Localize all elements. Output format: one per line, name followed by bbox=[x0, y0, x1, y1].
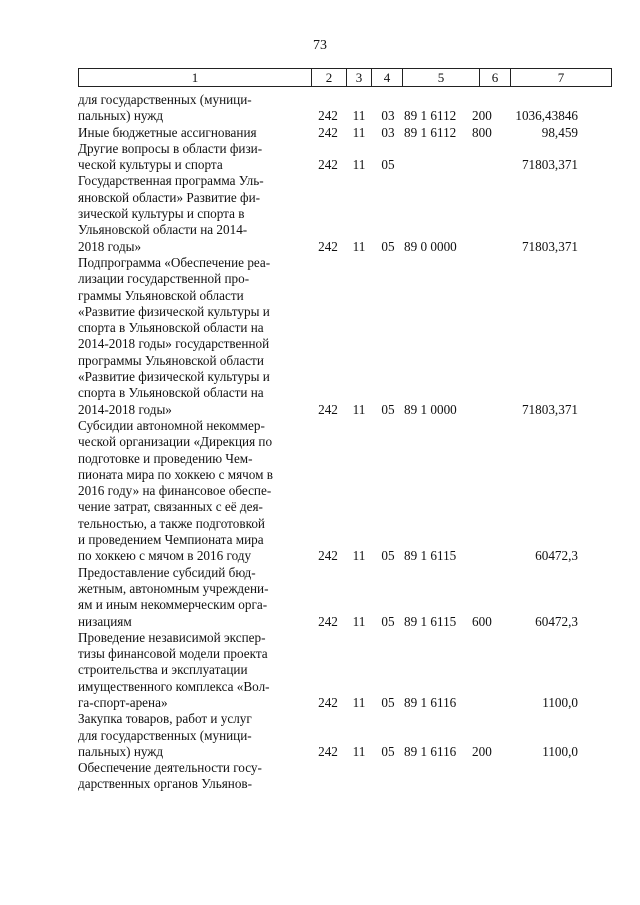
cell-c4: 05 bbox=[381, 613, 395, 629]
row-description bbox=[78, 418, 310, 565]
description-line: для государственных (муници- bbox=[78, 727, 252, 743]
cell-c3: 11 bbox=[352, 238, 366, 254]
table-row bbox=[78, 565, 608, 630]
description-line: граммы Ульяновской области bbox=[78, 287, 244, 303]
description-line: ческой организации «Дирекция по bbox=[78, 434, 273, 450]
description-line: Предоставление субсидий бюд- bbox=[78, 564, 256, 580]
header-col-3: 3 bbox=[347, 69, 372, 87]
cell-c3: 11 bbox=[352, 548, 366, 564]
description-line: и проведением Чемпионата мира bbox=[78, 532, 264, 548]
table-row bbox=[78, 418, 608, 565]
table-row bbox=[78, 92, 608, 125]
cell-c3: 11 bbox=[352, 401, 366, 417]
description-line: имущественного комплекса «Вол- bbox=[78, 678, 270, 694]
description-line: Обеспечение деятельности госу- bbox=[78, 760, 262, 776]
table-row bbox=[78, 760, 608, 793]
description-line: тизы финансовой модели проекта bbox=[78, 646, 268, 662]
cell-c5: 89 1 6116 bbox=[404, 743, 457, 759]
header-col-2: 2 bbox=[312, 69, 347, 87]
cell-c4: 05 bbox=[381, 401, 395, 417]
cell-c2: 242 bbox=[318, 238, 338, 254]
cell-c3: 11 bbox=[352, 108, 366, 124]
description-line: лизации государственной про- bbox=[78, 271, 250, 287]
cell-c2: 242 bbox=[318, 548, 338, 564]
description-line: зической культуры и спорта в bbox=[78, 206, 245, 222]
cell-c2: 242 bbox=[318, 157, 338, 173]
cell-c6 bbox=[472, 239, 508, 255]
cell-c4: 05 bbox=[381, 548, 395, 564]
cell-c7: 60472,3 bbox=[535, 613, 578, 629]
description-line: подготовке и проведению Чем- bbox=[78, 450, 253, 466]
description-line: 2014-2018 годы» государственной bbox=[78, 336, 270, 352]
row-description bbox=[78, 255, 310, 418]
description-line: для государственных (муници- bbox=[78, 92, 252, 107]
cell-c4: 03 bbox=[381, 108, 395, 124]
cell-c5: 89 1 6112 bbox=[404, 108, 457, 124]
description-line: 2016 году» на финансовое обеспе- bbox=[78, 483, 272, 499]
row-description bbox=[78, 125, 310, 141]
row-description bbox=[78, 711, 310, 760]
budget-table-body bbox=[78, 92, 608, 793]
description-line: дарственных органов Ульянов- bbox=[78, 776, 253, 792]
row-description bbox=[78, 92, 310, 125]
cell-c6: 200 bbox=[472, 743, 492, 759]
description-line: Закупка товаров, работ и услуг bbox=[78, 711, 252, 727]
table-row bbox=[78, 141, 608, 174]
cell-c6: 600 bbox=[472, 613, 492, 629]
description-line: Иные бюджетные ассигнования bbox=[78, 124, 257, 140]
description-line: 2014-2018 годы» bbox=[78, 401, 172, 417]
cell-c5: 89 1 0000 bbox=[404, 401, 457, 417]
row-description bbox=[78, 630, 310, 711]
cell-c2: 242 bbox=[318, 124, 338, 140]
description-line: спорта в Ульяновской области на bbox=[78, 320, 264, 336]
row-description bbox=[78, 173, 310, 254]
cell-c5: 89 1 6112 bbox=[404, 124, 457, 140]
table-row bbox=[78, 173, 608, 254]
description-line: Ульяновской области на 2014- bbox=[78, 222, 248, 238]
row-description bbox=[78, 565, 310, 630]
cell-c7: 60472,3 bbox=[535, 548, 578, 564]
description-line: чение затрат, связанных с её дея- bbox=[78, 499, 263, 515]
cell-c6 bbox=[472, 402, 508, 418]
description-line: программы Ульяновской области bbox=[78, 352, 264, 368]
description-line: Подпрограмма «Обеспечение реа- bbox=[78, 254, 271, 270]
description-line: ям и иным некоммерческим орга- bbox=[78, 597, 268, 613]
cell-c5: 89 1 6115 bbox=[404, 613, 457, 629]
cell-c3: 11 bbox=[352, 694, 366, 710]
description-line: «Развитие физической культуры и bbox=[78, 303, 270, 319]
description-line: тельностью, а также подготовкой bbox=[78, 515, 265, 531]
row-description bbox=[78, 141, 310, 174]
description-line: Субсидии автономной некоммер- bbox=[78, 417, 265, 433]
cell-c7: 98,459 bbox=[541, 124, 578, 140]
header-col-4: 4 bbox=[372, 69, 403, 87]
page-number: 73 bbox=[313, 38, 327, 53]
description-line: низациям bbox=[78, 613, 132, 629]
description-line: Другие вопросы в области физи- bbox=[78, 140, 263, 156]
table-row bbox=[78, 125, 608, 141]
cell-c5 bbox=[404, 157, 472, 173]
description-line: ческой культуры и спорта bbox=[78, 157, 223, 173]
cell-c6 bbox=[472, 695, 508, 711]
description-line: пальных) нужд bbox=[78, 108, 164, 124]
cell-c5: 89 0 0000 bbox=[404, 238, 457, 254]
cell-c7: 71803,371 bbox=[521, 238, 578, 254]
description-line: 2018 годы» bbox=[78, 238, 142, 254]
cell-c4: 05 bbox=[381, 694, 395, 710]
description-line: спорта в Ульяновской области на bbox=[78, 385, 264, 401]
cell-c3: 11 bbox=[352, 613, 366, 629]
cell-c2: 242 bbox=[318, 613, 338, 629]
cell-c6: 200 bbox=[472, 108, 492, 124]
description-line: «Развитие физической культуры и bbox=[78, 369, 270, 385]
cell-c7: 1036,43846 bbox=[515, 108, 578, 124]
cell-c6 bbox=[472, 157, 508, 173]
cell-c2: 242 bbox=[318, 108, 338, 124]
cell-c2: 242 bbox=[318, 694, 338, 710]
table-row bbox=[78, 630, 608, 711]
cell-c2: 242 bbox=[318, 743, 338, 759]
description-line: строительства и эксплуатации bbox=[78, 662, 248, 678]
row-description bbox=[78, 760, 310, 793]
description-line: пальных) нужд bbox=[78, 743, 164, 759]
cell-c4: 05 bbox=[381, 238, 395, 254]
description-line: Государственная программа Уль- bbox=[78, 173, 264, 189]
cell-c7: 1100,0 bbox=[542, 694, 578, 710]
cell-c2: 242 bbox=[318, 401, 338, 417]
description-line: по хоккею с мячом в 2016 году bbox=[78, 548, 252, 564]
cell-c4: 03 bbox=[381, 124, 395, 140]
description-line: Проведение независимой экспер- bbox=[78, 629, 266, 645]
header-col-5: 5 bbox=[403, 69, 480, 87]
table-row bbox=[78, 711, 608, 760]
header-col-7: 7 bbox=[511, 69, 612, 87]
cell-c3: 11 bbox=[352, 157, 366, 173]
column-header-row bbox=[78, 68, 612, 87]
cell-c3: 11 bbox=[352, 124, 366, 140]
cell-c3: 11 bbox=[352, 743, 366, 759]
cell-c4: 05 bbox=[381, 157, 395, 173]
description-line: пионата мира по хоккею с мячом в bbox=[78, 466, 274, 482]
header-col-6: 6 bbox=[480, 69, 511, 87]
cell-c4: 05 bbox=[381, 743, 395, 759]
cell-c6 bbox=[472, 548, 508, 564]
cell-c5: 89 1 6116 bbox=[404, 694, 457, 710]
description-line: жетным, автономным учреждени- bbox=[78, 580, 269, 596]
description-line: яновской области» Развитие фи- bbox=[78, 189, 261, 205]
cell-c7: 71803,371 bbox=[521, 401, 578, 417]
description-line: га-спорт-арена» bbox=[78, 694, 168, 710]
cell-c6: 800 bbox=[472, 124, 492, 140]
table-row bbox=[78, 255, 608, 418]
cell-c5: 89 1 6115 bbox=[404, 548, 457, 564]
cell-c7: 71803,371 bbox=[521, 157, 578, 173]
cell-c7: 1100,0 bbox=[542, 743, 578, 759]
header-col-1: 1 bbox=[79, 69, 312, 87]
